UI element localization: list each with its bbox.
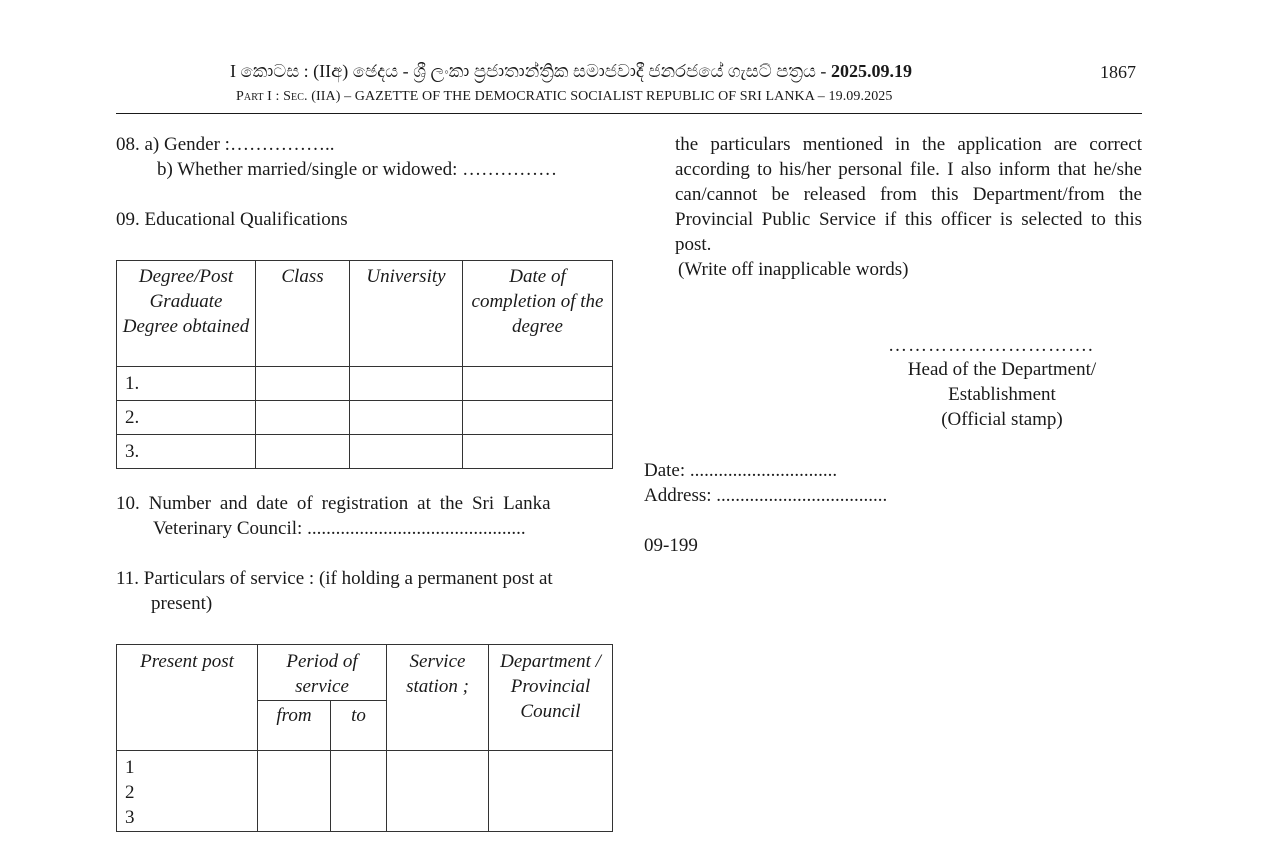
certification-paragraph: the particulars mentioned in the application are correct according to his/her personal file. I also inform that he/she can/cannot be released from this Department/from the Provincial Public Service if this officer is selected to this post. [675, 134, 1142, 255]
item-08-marital-status: b) Whether married/single or widowed: …………… [157, 159, 558, 180]
signatory-establishment: Establishment [948, 384, 1056, 405]
table-cell [256, 435, 350, 469]
service-table [116, 644, 613, 832]
header-period-of-service: Period of service [258, 645, 387, 701]
sinhala-header [230, 61, 1030, 82]
header-service-station: Service station ; [387, 645, 489, 751]
signature-line: …………………………. [888, 335, 1094, 356]
table-row [117, 367, 613, 401]
english-header-text: (IIA) – GAZETTE OF THE DEMOCRATIC SOCIALIST REPUBLIC OF SRI LANKA – 19.09.2025 [307, 89, 893, 104]
sinhala-header-text: I කොටස : (IIඅ) ඡෙදය - ශ්‍රී ලංකා ප්‍රජාතාන්ත්‍රික සමාජවාදී ජනරජයේ ගැසට් පත්‍රය - [230, 61, 831, 81]
table-cell [463, 435, 613, 469]
service-row-numbers [117, 751, 258, 832]
row-number: 2. [117, 401, 256, 435]
row-number: 1 [125, 757, 135, 778]
table-cell [463, 367, 613, 401]
header-from: from [258, 701, 331, 751]
header-present-post: Present post [117, 645, 258, 751]
service-table-header-row-1 [117, 645, 613, 701]
header-degree: Degree/Post Graduate Degree obtained [117, 261, 256, 367]
table-cell [256, 367, 350, 401]
education-table [116, 260, 613, 469]
row-number: 3 [125, 807, 135, 828]
header-class: Class [256, 261, 350, 367]
table-cell [350, 367, 463, 401]
row-number: 1. [117, 367, 256, 401]
address-field: Address: .................................... [644, 485, 888, 506]
english-header [236, 89, 1036, 105]
inapplicable-note: (Write off inapplicable words) [678, 259, 909, 280]
item-08-gender: 08. a) Gender :…………….. [116, 134, 335, 155]
sinhala-header-date: 2025.09.19 [830, 61, 912, 81]
item-11-line-1: 11. Particulars of service : (if holding a permanent post at [116, 568, 553, 589]
reference-number: 09-199 [644, 535, 698, 556]
table-cell [256, 401, 350, 435]
table-cell [387, 751, 489, 832]
item-10-line-1: 10. Number and date of registration at the Sri Lanka [116, 493, 551, 514]
table-cell [331, 751, 387, 832]
english-header-part: Part I : Sec. [236, 89, 308, 104]
row-number: 2 [125, 782, 135, 803]
official-stamp-label: (Official stamp) [941, 409, 1063, 430]
table-cell [350, 435, 463, 469]
table-cell [463, 401, 613, 435]
header-completion-date: Date of completion of the degree [463, 261, 613, 367]
education-table-header [117, 261, 613, 367]
item-10-line-2: Veterinary Council: .............................................. [153, 518, 526, 539]
table-cell [489, 751, 613, 832]
header-to: to [331, 701, 387, 751]
date-field: Date: ............................... [644, 460, 838, 481]
table-cell [258, 751, 331, 832]
item-09-heading: 09. Educational Qualifications [116, 209, 348, 230]
table-cell [350, 401, 463, 435]
table-row [117, 435, 613, 469]
row-number: 3. [117, 435, 256, 469]
header-university: University [350, 261, 463, 367]
item-11-line-2: present) [151, 593, 213, 614]
table-row [117, 401, 613, 435]
signatory-title: Head of the Department/ [907, 359, 1097, 380]
header-rule [116, 113, 1142, 114]
service-table-body [117, 751, 613, 832]
page-number: 1867 [1100, 62, 1136, 82]
header-department: Department / Provincial Council [489, 645, 613, 751]
